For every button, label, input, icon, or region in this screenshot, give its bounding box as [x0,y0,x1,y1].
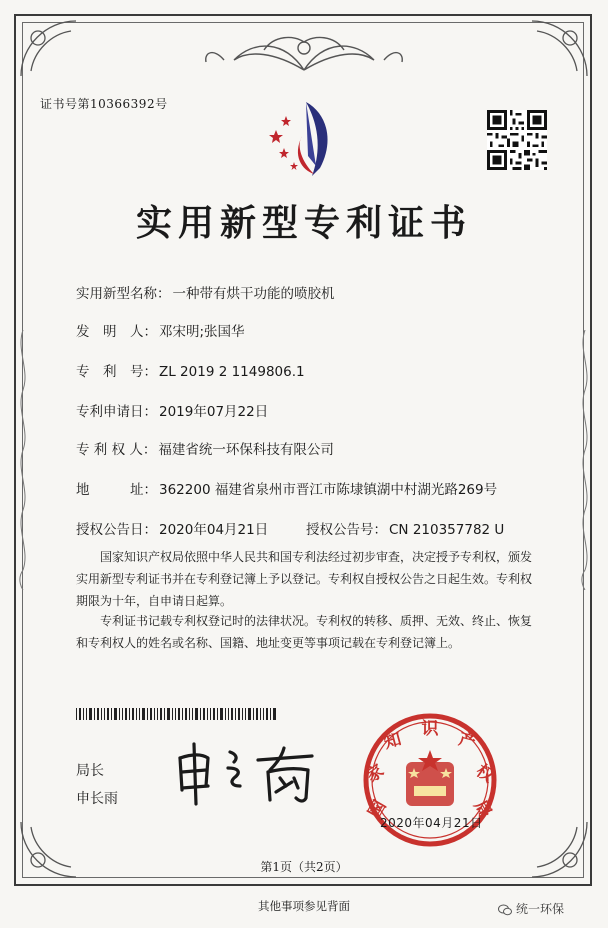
grant-number-row [306,518,504,538]
patent-number-row [76,360,305,380]
top-right-ornament [522,16,592,86]
director-signature [172,738,322,808]
address-value: 362200 福建省泉州市晋江市陈埭镇湖中村湖光路269号 [159,482,498,498]
svg-text:家: 家 [362,760,388,787]
patentee-row [76,438,334,458]
grant-date-value: 2020年04月21日 [159,522,269,538]
watermark-text: 统一环保 [516,902,565,916]
filing-date-value: 2019年07月22日 [159,404,269,420]
address-label: 地 址： [76,482,157,498]
utility-model-name-value: 一种带有烘干功能的喷胶机 [172,286,335,302]
patentee-label: 专 利 权 人： [76,442,157,458]
inventor-label: 发 明 人： [76,324,157,340]
inventor-row [76,320,245,340]
top-ornament [204,30,404,80]
svg-text:国: 国 [364,797,391,822]
qr-code [487,110,547,170]
grant-number-label: 授权公告号： [306,522,387,538]
barcode-strip [76,708,276,720]
right-edge-ornament [578,330,592,590]
page-number: 第1页（共2页） [260,860,348,874]
utility-model-name-label: 实用新型名称： [76,286,171,302]
footer-note: 其他事项参见背面 [258,899,350,913]
svg-text:权: 权 [472,760,498,787]
director-name: 申长雨 [76,791,118,807]
grant-number-value: CN 210357782 U [389,522,505,538]
wechat-watermark [498,900,564,917]
left-edge-ornament [16,330,30,590]
svg-text:识: 识 [421,719,439,739]
filing-date-label: 专利申请日： [76,404,157,420]
grant-date-label: 授权公告日： [76,522,157,538]
top-left-ornament [16,16,86,86]
grant-date-row [76,518,268,538]
patent-number-label: 专 利 号： [76,364,157,380]
address-row [76,478,497,498]
patentee-value: 福建省统一环保科技有限公司 [158,442,334,458]
inventor-value: 邓宋明;张国华 [159,324,245,340]
filing-date-row [76,400,268,420]
utility-model-name-row [76,282,335,302]
svg-text:产: 产 [456,729,479,754]
patent-number-value: ZL 2019 2 1149806.1 [159,364,305,380]
grant-statement-paragraph: 国家知识产权局依照中华人民共和国专利法经过初步审查，决定授予专利权，颁发实用新型专利证书并在专利登记簿上予以登记。专利权自授权公告之日起生效。专利权期限为十年，自申请日起算。 [76,550,533,608]
svg-text:知: 知 [381,729,404,754]
certificate-title: 实用新型专利证书 [135,203,472,244]
legal-status-paragraph: 专利证书记载专利权登记时的法律状况。专利权的转移、质押、无效、终止、恢复和专利权人的姓名或名称、国籍、地址变更等事项记载在专利登记簿上。 [76,614,533,650]
director-title: 局长 [76,763,104,779]
seal-date: 2020年04月21日 [380,816,483,830]
wechat-icon [498,904,512,916]
certificate-number: 证书号第10366392号 [40,97,168,111]
svg-text:局: 局 [469,797,496,822]
cnipa-logo-icon [262,96,348,180]
